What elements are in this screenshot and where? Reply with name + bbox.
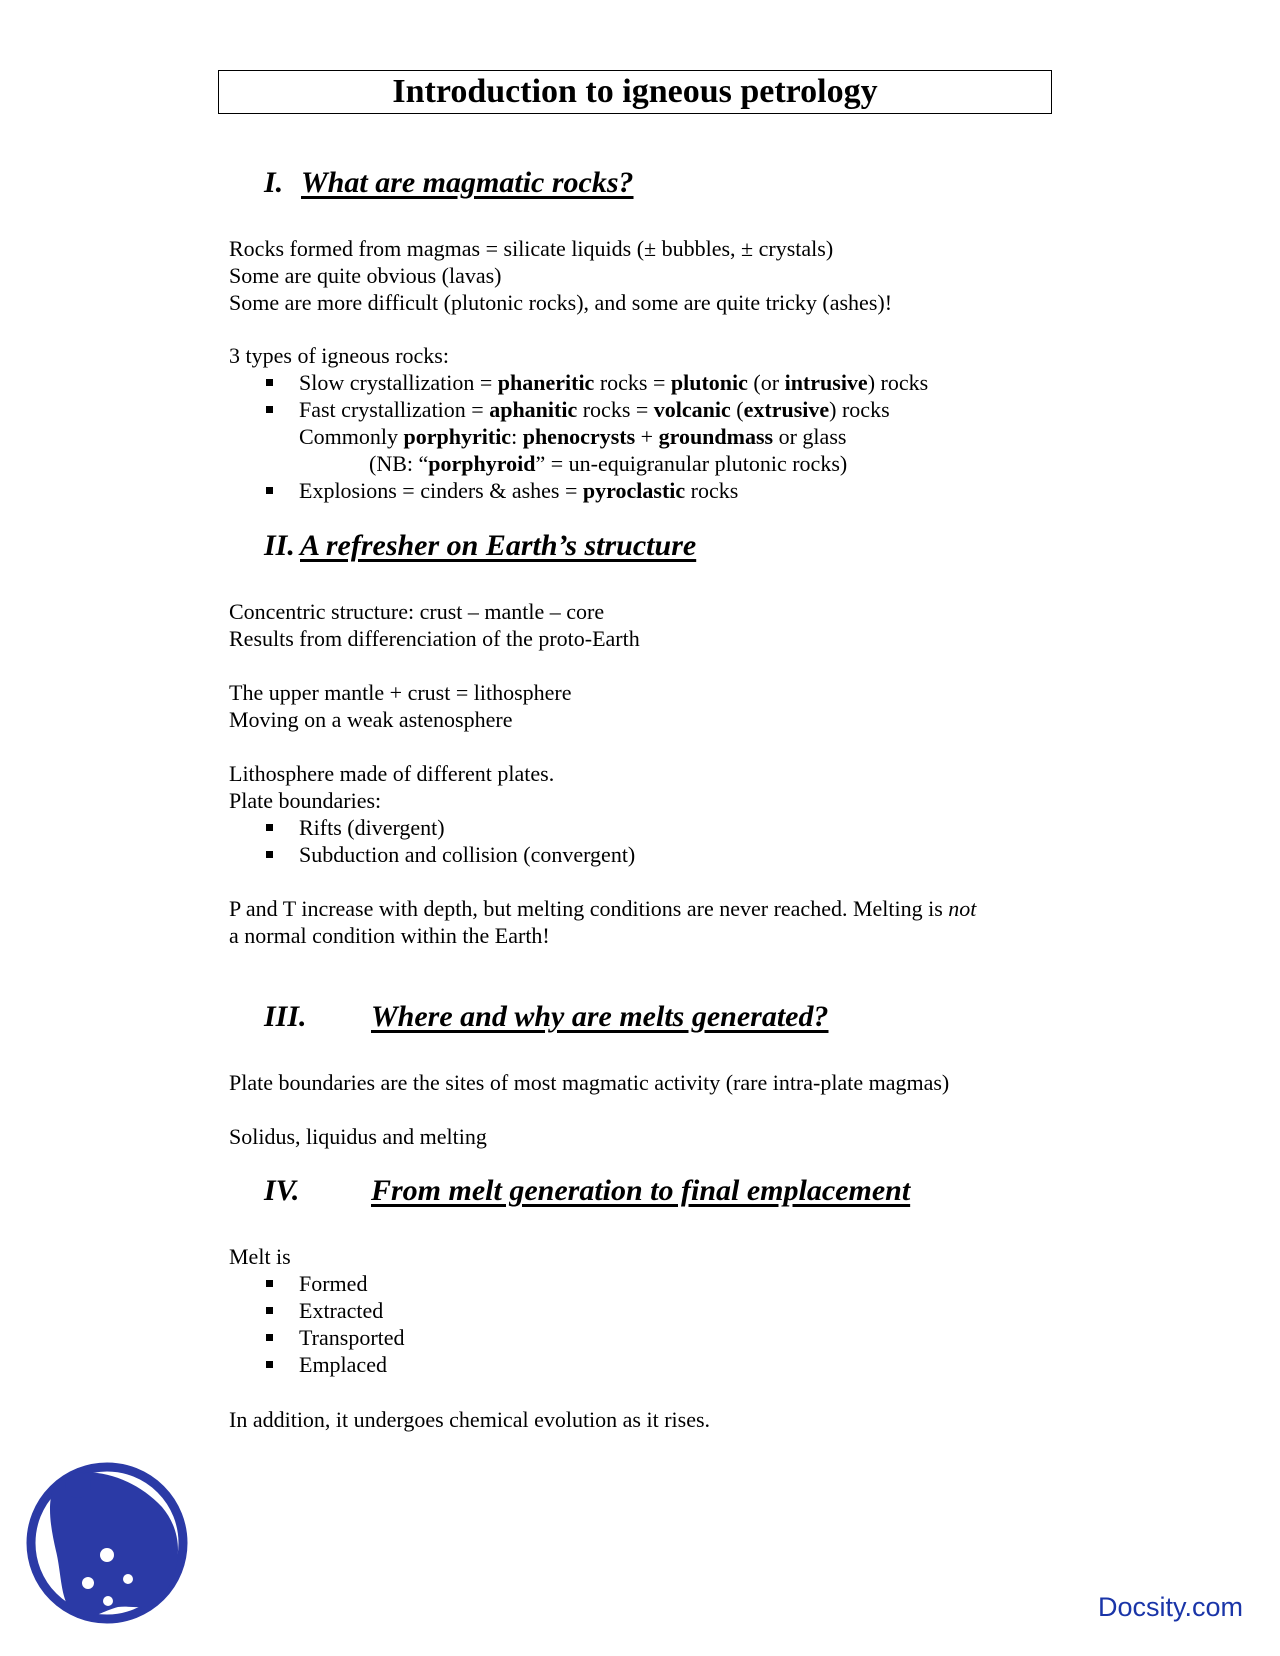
- section-2-title: A refresher on Earth’s structure: [300, 529, 697, 562]
- section-2-number: II.: [264, 529, 295, 562]
- list-item: Transported: [229, 1324, 405, 1351]
- bullet-icon: [266, 1307, 273, 1314]
- bullet-icon: [266, 1361, 273, 1368]
- section-3-number: III.: [264, 1000, 307, 1033]
- paragraph-line: Solidus, liquidus and melting: [229, 1124, 487, 1149]
- page-title: Introduction to igneous petrology: [218, 70, 1052, 114]
- section-2-p1: [229, 598, 640, 652]
- paragraph-line: Moving on a weak astenosphere: [229, 707, 513, 732]
- bullet-icon: [266, 379, 273, 386]
- docsity-logo-icon[interactable]: [22, 1455, 192, 1631]
- paragraph-line: Plate boundaries:: [229, 788, 382, 813]
- list-item: Subduction and collision (convergent): [229, 841, 635, 868]
- paragraph-line: Results from differenciation of the proto-Earth: [229, 626, 640, 651]
- paragraph-line: Plate boundaries are the sites of most magmatic activity (rare intra-plate magmas): [229, 1070, 950, 1095]
- section-2-p4: [229, 895, 976, 949]
- paragraph-line: P and T increase with depth, but melting conditions are never reached. Melting is not: [229, 896, 977, 921]
- list-item: Formed: [229, 1270, 405, 1297]
- types-label: 3 types of igneous rocks:: [229, 343, 449, 368]
- paragraph-line: Some are quite obvious (lavas): [229, 263, 502, 288]
- section-4-list: [229, 1243, 405, 1378]
- paragraph-line: In addition, it undergoes chemical evolution as it rises.: [229, 1407, 711, 1432]
- section-1-intro: [229, 235, 892, 316]
- section-3-p2: [229, 1123, 487, 1150]
- section-2-p3: [229, 760, 635, 868]
- bullet-icon: [266, 487, 273, 494]
- bullet-icon: [266, 1334, 273, 1341]
- list-item-continuation: Commonly porphyritic: phenocrysts + groundmass or glass: [299, 424, 847, 449]
- list-item: Extracted: [229, 1297, 405, 1324]
- paragraph-line: Rocks formed from magmas = silicate liquids (± bubbles, ± crystals): [229, 236, 834, 261]
- section-1-types: [229, 342, 928, 504]
- paragraph-line: a normal condition within the Earth!: [229, 923, 550, 948]
- section-3-p1: [229, 1069, 949, 1096]
- section-3-title: Where and why are melts generated?: [371, 1000, 829, 1033]
- section-1-number: I.: [264, 166, 284, 199]
- list-item-note: (NB: “porphyroid” = un-equigranular plutonic rocks): [369, 451, 848, 476]
- bullet-icon: [266, 851, 273, 858]
- paragraph-line: Lithosphere made of different plates.: [229, 761, 555, 786]
- list-item: Emplaced: [229, 1351, 405, 1378]
- paragraph-line: Some are more difficult (plutonic rocks), and some are quite tricky (ashes)!: [229, 290, 893, 315]
- paragraph-line: The upper mantle + crust = lithosphere: [229, 680, 572, 705]
- docsity-brand-link[interactable]: Docsity.com: [1098, 1592, 1244, 1622]
- section-4-number: IV.: [264, 1174, 300, 1207]
- bullet-icon: [266, 1280, 273, 1287]
- section-1-title: What are magmatic rocks?: [301, 166, 634, 199]
- paragraph-line: Concentric structure: crust – mantle – core: [229, 599, 605, 624]
- bullet-icon: [266, 824, 273, 831]
- list-item: Fast crystallization = aphanitic rocks = volcanic (extrusive) rocks: [229, 396, 928, 423]
- bullet-icon: [266, 406, 273, 413]
- section-4-outro: [229, 1406, 710, 1433]
- section-2-p2: [229, 679, 572, 733]
- list-item: Rifts (divergent): [229, 814, 635, 841]
- list-item: Slow crystallization = phaneritic rocks = plutonic (or intrusive) rocks: [229, 369, 928, 396]
- list-item: Explosions = cinders & ashes = pyroclastic rocks: [229, 477, 928, 504]
- section-4-title: From melt generation to final emplacement: [371, 1174, 911, 1207]
- paragraph-line: Melt is: [229, 1244, 291, 1269]
